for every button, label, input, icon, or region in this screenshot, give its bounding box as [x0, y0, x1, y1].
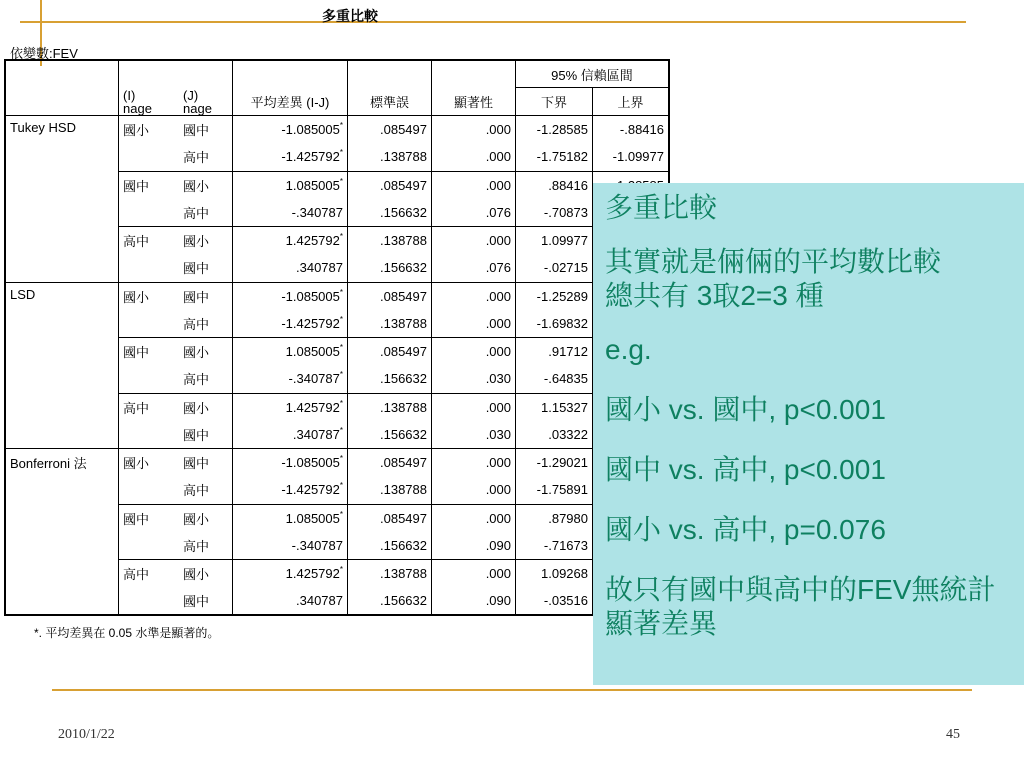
mean-diff-value: -1.425792	[281, 149, 340, 165]
std-error-cell: .138788	[348, 393, 432, 421]
lower-bound-cell: -.71673	[516, 532, 593, 560]
mean-diff-cell	[233, 476, 348, 504]
callout-line-1: 其實就是倆倆的平均數比較	[605, 246, 942, 277]
header-i-label	[119, 88, 180, 116]
callout-comparison-2: 國中 vs. 高中, p<0.001	[605, 454, 886, 485]
group-j-cell: 國小	[179, 338, 233, 366]
dependent-variable-label: 依變數:FEV	[10, 46, 78, 61]
group-i-cell: 國中	[119, 171, 180, 199]
callout-example-label: e.g.	[605, 334, 652, 365]
lower-bound-cell: -1.29021	[516, 449, 593, 477]
group-j-cell: 高中	[179, 310, 233, 338]
mean-diff-cell	[233, 116, 348, 144]
std-error-cell: .156632	[348, 199, 432, 227]
mean-diff-cell	[233, 143, 348, 171]
lower-bound-cell: .87980	[516, 504, 593, 532]
std-error-cell: .138788	[348, 310, 432, 338]
group-j-cell: 高中	[179, 199, 233, 227]
table-footnote: *. 平均差異在 0.05 水準是顯著的。	[34, 626, 220, 640]
std-error-cell: .156632	[348, 365, 432, 393]
method-cell: Tukey HSD	[5, 116, 119, 283]
mean-diff-value: -.340787	[291, 204, 343, 220]
upper-bound-cell: -.88416	[593, 116, 670, 144]
table-row	[5, 116, 669, 144]
group-i-cell: 高中	[119, 560, 180, 588]
significance-mark: *	[339, 287, 343, 297]
header-lower-bound: 下界	[516, 88, 593, 116]
significance-mark: *	[339, 565, 343, 575]
mean-diff-value: 1.085005	[285, 344, 340, 360]
mean-diff-value: 1.085005	[285, 177, 340, 193]
header-method-cell	[5, 60, 119, 116]
mean-diff-value: -1.085005	[281, 288, 340, 304]
group-i-cell: 高中	[119, 393, 180, 421]
header-i-cell	[119, 60, 180, 88]
significance-cell: .030	[432, 421, 516, 449]
lower-bound-cell: -1.25289	[516, 282, 593, 310]
group-j-cell: 國小	[179, 227, 233, 255]
callout-comparison-1: 國小 vs. 國中, p<0.001	[605, 394, 886, 425]
significance-cell: .000	[432, 282, 516, 310]
group-j-cell: 高中	[179, 143, 233, 171]
std-error-cell: .085497	[348, 504, 432, 532]
group-j-cell: 高中	[179, 365, 233, 393]
mean-diff-cell	[233, 587, 348, 615]
group-j-cell: 國小	[179, 560, 233, 588]
significance-cell: .000	[432, 476, 516, 504]
lower-bound-cell: 1.09977	[516, 227, 593, 255]
mean-diff-value: .340787	[296, 260, 343, 276]
significance-cell: .000	[432, 227, 516, 255]
group-i-cell	[119, 310, 180, 338]
header-mean-empty	[233, 60, 348, 88]
mean-diff-value: .340787	[292, 426, 340, 442]
significance-cell: .000	[432, 504, 516, 532]
significance-cell: .000	[432, 449, 516, 477]
mean-diff-cell	[233, 393, 348, 421]
group-i-cell	[119, 532, 180, 560]
group-i-cell	[119, 254, 180, 282]
std-error-cell: .085497	[348, 338, 432, 366]
mean-diff-cell	[233, 560, 348, 588]
header-ci-group: 95% 信賴區間	[516, 60, 670, 88]
significance-mark: *	[339, 370, 343, 380]
mean-diff-value: 1.425792	[285, 233, 340, 249]
std-error-cell: .138788	[348, 476, 432, 504]
mean-diff-value: 1.425792	[285, 566, 340, 582]
lower-bound-cell: .88416	[516, 171, 593, 199]
mean-diff-cell	[233, 365, 348, 393]
significance-cell: .000	[432, 338, 516, 366]
mean-diff-cell	[233, 421, 348, 449]
significance-mark: *	[339, 481, 343, 491]
significance-mark: *	[339, 176, 343, 186]
group-j-cell: 高中	[179, 532, 233, 560]
significance-cell: .000	[432, 143, 516, 171]
mean-diff-value: -.340787	[288, 371, 340, 387]
std-error-cell: .085497	[348, 171, 432, 199]
header-sig-empty	[432, 60, 516, 88]
header-j-label	[179, 88, 233, 116]
lower-bound-cell: 1.09268	[516, 560, 593, 588]
lower-bound-cell: -.70873	[516, 199, 593, 227]
std-error-cell: .085497	[348, 116, 432, 144]
table-title: 多重比較	[322, 8, 378, 24]
group-j-cell: 國小	[179, 393, 233, 421]
group-j-cell: 國中	[179, 282, 233, 310]
upper-bound-cell: -1.09977	[612, 149, 664, 165]
std-error-cell: .156632	[348, 532, 432, 560]
mean-diff-value: 1.425792	[285, 399, 340, 415]
group-j-cell: 國中	[179, 587, 233, 615]
std-error-cell: .138788	[348, 143, 432, 171]
group-j-cell: 國中	[179, 116, 233, 144]
group-i-cell	[119, 143, 180, 171]
mean-diff-cell	[233, 199, 348, 227]
mean-diff-value: -1.085005	[281, 122, 340, 138]
group-i-cell	[119, 476, 180, 504]
slide-date: 2010/1/22	[58, 727, 115, 742]
lower-bound-cell: -1.28585	[516, 116, 593, 144]
header-se-empty	[348, 60, 432, 88]
group-j-cell: 高中	[179, 476, 233, 504]
std-error-cell: .138788	[348, 227, 432, 255]
significance-mark: *	[339, 398, 343, 408]
significance-cell: .076	[432, 199, 516, 227]
group-i-cell: 國中	[119, 338, 180, 366]
group-i-cell: 高中	[119, 227, 180, 255]
lower-bound-cell: -1.75182	[516, 143, 593, 171]
slide-number: 45	[946, 727, 960, 742]
significance-mark: *	[339, 509, 343, 519]
lower-bound-cell: -1.75891	[516, 476, 593, 504]
mean-diff-cell	[233, 254, 348, 282]
std-error-cell: .156632	[348, 254, 432, 282]
lower-bound-cell: -1.69832	[516, 310, 593, 338]
significance-cell: .000	[432, 116, 516, 144]
significance-cell: .030	[432, 365, 516, 393]
mean-diff-cell	[233, 338, 348, 366]
header-std-error: 標準誤	[348, 88, 432, 116]
header-i-line2: nage	[123, 101, 152, 116]
significance-cell: .090	[432, 587, 516, 615]
callout-heading: 多重比較	[605, 192, 718, 223]
significance-mark: *	[339, 343, 343, 353]
std-error-cell: .156632	[348, 587, 432, 615]
group-i-cell	[119, 365, 180, 393]
significance-mark: *	[339, 148, 343, 158]
significance-cell: .000	[432, 393, 516, 421]
group-j-cell: 國中	[179, 449, 233, 477]
significance-mark: *	[339, 425, 343, 435]
lower-bound-cell: -.64835	[516, 365, 593, 393]
significance-mark: *	[339, 232, 343, 242]
group-j-cell: 國小	[179, 504, 233, 532]
significance-cell: .076	[432, 254, 516, 282]
significance-cell: .090	[432, 532, 516, 560]
mean-diff-cell	[233, 532, 348, 560]
decorative-bottom-line	[52, 689, 972, 691]
std-error-cell: .138788	[348, 560, 432, 588]
header-upper-bound: 上界	[593, 88, 670, 116]
significance-mark: *	[339, 454, 343, 464]
header-j-cell	[179, 60, 233, 88]
mean-diff-value: -1.085005	[281, 455, 340, 471]
header-j-line2: nage	[183, 101, 212, 116]
group-i-cell: 國小	[119, 116, 180, 144]
method-cell: Bonferroni 法	[5, 449, 119, 616]
explanation-callout	[593, 183, 1024, 685]
mean-diff-value: 1.085005	[285, 510, 340, 526]
callout-line-2: 總共有 3取2=3 種	[605, 280, 824, 311]
std-error-cell: .085497	[348, 282, 432, 310]
group-i-cell	[119, 421, 180, 449]
mean-diff-value: -1.425792	[281, 482, 340, 498]
header-significance: 顯著性	[432, 88, 516, 116]
method-cell: LSD	[5, 282, 119, 449]
multiple-comparisons-table	[4, 59, 670, 616]
significance-cell: .000	[432, 310, 516, 338]
callout-conclusion: 故只有國中與高中的FEV無統計顯著差異	[605, 574, 996, 639]
mean-diff-cell	[233, 504, 348, 532]
significance-cell: .000	[432, 171, 516, 199]
mean-diff-cell	[233, 282, 348, 310]
table-row	[5, 282, 669, 310]
lower-bound-cell: 1.15327	[516, 393, 593, 421]
header-i-line1: (I)	[123, 88, 136, 103]
lower-bound-cell: -.03516	[516, 587, 593, 615]
std-error-cell: .085497	[348, 449, 432, 477]
mean-diff-value: .340787	[296, 593, 343, 609]
group-j-cell: 國中	[179, 254, 233, 282]
significance-mark: *	[339, 121, 343, 131]
group-j-cell: 國小	[179, 171, 233, 199]
std-error-cell: .156632	[348, 421, 432, 449]
mean-diff-value: -1.425792	[281, 315, 340, 331]
mean-diff-cell	[233, 449, 348, 477]
mean-diff-cell	[233, 171, 348, 199]
lower-bound-cell: .03322	[516, 421, 593, 449]
callout-comparison-3: 國小 vs. 高中, p=0.076	[605, 514, 886, 545]
header-mean-diff: 平均差異 (I-J)	[233, 88, 348, 116]
mean-diff-cell	[233, 310, 348, 338]
mean-diff-cell	[233, 227, 348, 255]
lower-bound-cell: -.02715	[516, 254, 593, 282]
significance-cell: .000	[432, 560, 516, 588]
group-i-cell: 國小	[119, 449, 180, 477]
group-i-cell: 國中	[119, 504, 180, 532]
mean-diff-value: -.340787	[291, 537, 343, 553]
header-j-line1: (J)	[183, 88, 199, 103]
group-i-cell	[119, 199, 180, 227]
group-i-cell: 國小	[119, 282, 180, 310]
group-i-cell	[119, 587, 180, 615]
significance-mark: *	[339, 314, 343, 324]
group-j-cell: 國中	[179, 421, 233, 449]
lower-bound-cell: .91712	[516, 338, 593, 366]
table-row	[5, 449, 669, 477]
